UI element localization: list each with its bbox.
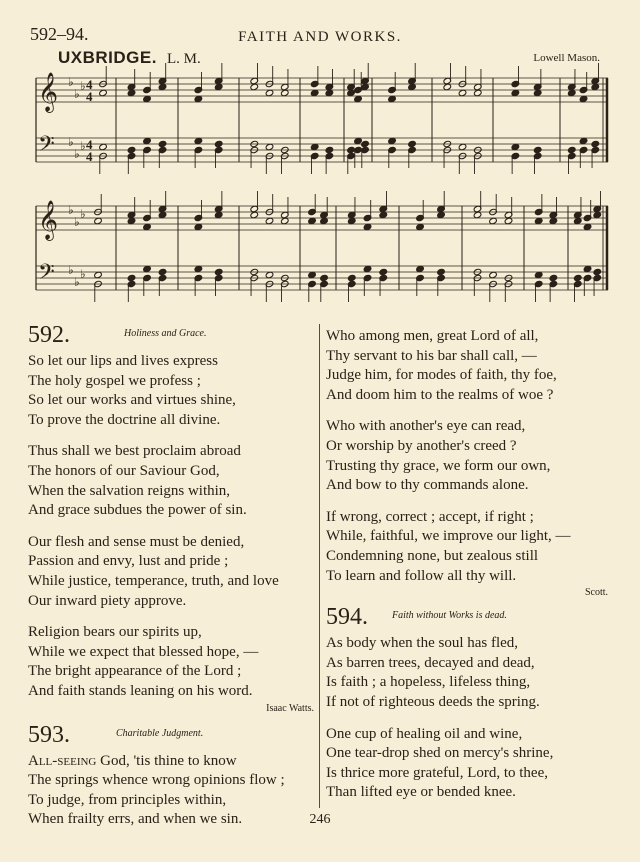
note-head [549,217,558,224]
note-head [194,223,203,230]
right-column [326,327,608,803]
note-head [143,265,152,272]
note-head [325,146,334,153]
note-head [265,217,274,224]
flat-sign: ♭ [80,139,86,153]
note-head [388,137,397,144]
note-head [593,211,602,218]
note-head [437,268,446,275]
note-head [354,95,363,102]
stanza [28,623,314,701]
hymn-number: 592. [28,322,70,348]
column-divider [319,324,320,808]
note-head [308,271,317,278]
note-head [363,265,372,272]
note-head [310,89,319,96]
note-head [158,83,167,90]
note-head [250,211,259,218]
note-head [549,274,558,281]
tune-name: UXBRIDGE. [58,48,157,67]
note-head [579,137,588,144]
stanza [326,725,608,803]
note-head [214,211,223,218]
verse-line: To judge, from principles within, [28,791,227,808]
verse-line: The springs whence wrong opinions flow ; [28,772,285,789]
note-head [280,89,289,96]
note-head [591,83,600,90]
stanza [326,327,608,405]
note-head [473,211,482,218]
verse-line: Our flesh and sense must be denied, [28,533,245,550]
note-head [265,89,274,96]
note-head [379,211,388,218]
stanza [28,352,314,430]
verse-line: When frailty errs, and when we sin. [28,811,243,828]
note-head [363,223,372,230]
verse-line: Is thrice more grateful, Lord, to thee, [326,764,548,781]
hymn-subtitle: Faith without Works is dead. [392,610,507,622]
verse-line: The bright appearance of the Lord ; [28,663,242,680]
time-signature: 4 [86,149,93,164]
verse-line: While we expect that blessed hope, — [28,643,259,660]
verse-line: And doom him to the realms of woe ? [326,386,554,403]
note-head [533,146,542,153]
verse-line: Our inward piety approve. [28,592,187,609]
note-head [379,268,388,275]
verse-line: To prove the doctrine all divine. [28,411,221,428]
verse-line: Religion bears our spirits up, [28,624,202,641]
left-column [28,322,314,830]
verse-line: And grace subdues the power of sin. [28,502,247,519]
note-head [408,83,417,90]
verse-line: As barren trees, decayed and dead, [326,654,535,671]
note-head [99,143,108,150]
note-head [408,140,417,147]
note-head [310,143,319,150]
note-head [94,271,103,278]
note-head [127,274,136,281]
note-head [437,211,446,218]
verse-line: Judge him, for modes of faith, thy foe, [326,367,557,384]
bass-clef: 𝄢 [38,260,55,290]
note-head [347,217,356,224]
note-head [158,268,167,275]
note-head [265,271,274,278]
note-head [280,217,289,224]
verse-line: So let our lips and lives express [28,353,218,369]
note-head [579,95,588,102]
flat-sign: ♭ [80,79,86,93]
verse-line: So let our works and virtues shine, [28,392,236,409]
note-head [143,137,152,144]
bass-clef: 𝄢 [38,132,55,162]
hymn-subtitle: Holiness and Grace. [124,328,207,339]
note-head [158,140,167,147]
stanza [326,634,608,712]
treble-clef: 𝄞 [38,72,59,112]
note-head [214,268,223,275]
hymn-subtitle: Charitable Judgment. [116,727,204,739]
note-head [416,223,425,230]
note-head [361,83,370,90]
note-head [94,217,103,224]
flat-sign: ♭ [68,203,74,217]
hymn-number-range: 592–94. [30,24,89,44]
time-signature: 4 [86,77,93,92]
note-head [214,83,223,90]
note-head [99,89,108,96]
hymn-author: Scott. [584,587,608,599]
note-head [458,143,467,150]
verse-line: One tear-drop shed on mercy's shrine, [326,745,554,762]
stanza [326,508,608,586]
hymn-header [326,604,608,634]
note-head [320,274,329,281]
time-signature: 4 [86,137,93,152]
section-title: FAITH AND WORKS. [238,29,402,45]
hymn-header [28,722,314,752]
verse-line: If not of righteous deeds the spring. [326,693,540,710]
composer: Lowell Mason. [533,52,600,64]
note-head [127,217,136,224]
verse-line: As body when the soul has fled, [326,635,519,652]
hymn-number: 594. [326,604,368,631]
treble-clef: 𝄞 [38,200,59,240]
note-head [250,83,259,90]
note-head [489,271,498,278]
verse-line: The honors of our Saviour God, [28,462,220,479]
verse-line: Thy servant to his bar shall call, — [326,347,537,364]
meter: L. M. [166,51,201,67]
note-head [504,217,513,224]
note-head [458,89,467,96]
verse-line: While justice, temperance, truth, and love [28,572,279,589]
verse-line: Than lifted eye or bended knee. [326,784,516,801]
note-head [347,274,356,281]
note-head [194,137,203,144]
note-head [567,146,576,153]
stanza [326,417,608,495]
flat-sign: ♭ [68,135,74,149]
hymn-number: 593. [28,721,70,748]
flat-sign: ♭ [74,147,80,161]
verse-line: The holy gospel we profess ; [28,372,201,389]
hymn-header [28,322,314,352]
time-signature: 4 [86,89,93,104]
note-head [511,89,520,96]
note-head [320,217,329,224]
note-head [534,271,543,278]
stanza [28,442,314,520]
note-head [194,95,203,102]
verse-line: One cup of healing oil and wine, [326,725,523,742]
flat-sign: ♭ [68,263,74,277]
hymn-author: Isaac Watts. [266,702,314,714]
note-head [143,223,152,230]
verse-line: Condemning none, but zealous still [326,547,539,564]
page-number: 246 [309,812,331,827]
note-head [567,89,576,96]
verse-line: All-seeing God, 'tis thine to know [28,752,237,769]
flat-sign: ♭ [74,87,80,101]
verse-line: Is faith ; a hopeless, lifeless thing, [326,674,531,691]
note-head [534,217,543,224]
stanza [28,533,314,611]
music-score [0,0,640,320]
verse-line: Or worship by another's creed ? [326,437,517,454]
flat-sign: ♭ [80,267,86,281]
note-head [583,265,592,272]
verse-line: And faith stands leaning on his word. [28,682,253,699]
note-head [325,89,334,96]
verse-line: Passion and envy, lust and pride ; [28,553,229,570]
first-words: All-seeing [28,752,97,769]
note-head [308,217,317,224]
verse-line: While, faithful, we improve our light, — [326,528,571,545]
verse-line: Who with another's eye can read, [326,418,526,435]
verse-line: Who among men, great Lord of all, [326,328,539,344]
note-head [591,140,600,147]
note-head [127,146,136,153]
note-head [511,143,520,150]
note-head [214,140,223,147]
note-head [416,265,425,272]
note-head [443,83,452,90]
note-head [143,95,152,102]
note-head [127,89,136,96]
note-head [473,89,482,96]
note-head [388,95,397,102]
note-head [265,143,274,150]
note-head [158,211,167,218]
flat-sign: ♭ [80,207,86,221]
verse-line: To learn and follow all thy will. [326,567,517,584]
note-head [573,274,582,281]
note-head [593,268,602,275]
note-head [583,223,592,230]
note-head [533,89,542,96]
verse-line: If wrong, correct ; accept, if right ; [326,508,534,525]
note-head [573,217,582,224]
verse-line: When the salvation reigns within, [28,482,231,499]
verse-line: Thus shall we best proclaim abroad [28,443,241,460]
note-head [194,265,203,272]
verse-line: And bow to thy commands alone. [326,477,529,494]
flat-sign: ♭ [68,75,74,89]
verse-line: Trusting thy grace, we form our own, [326,457,551,474]
flat-sign: ♭ [74,275,80,289]
flat-sign: ♭ [74,215,80,229]
note-head [489,217,498,224]
